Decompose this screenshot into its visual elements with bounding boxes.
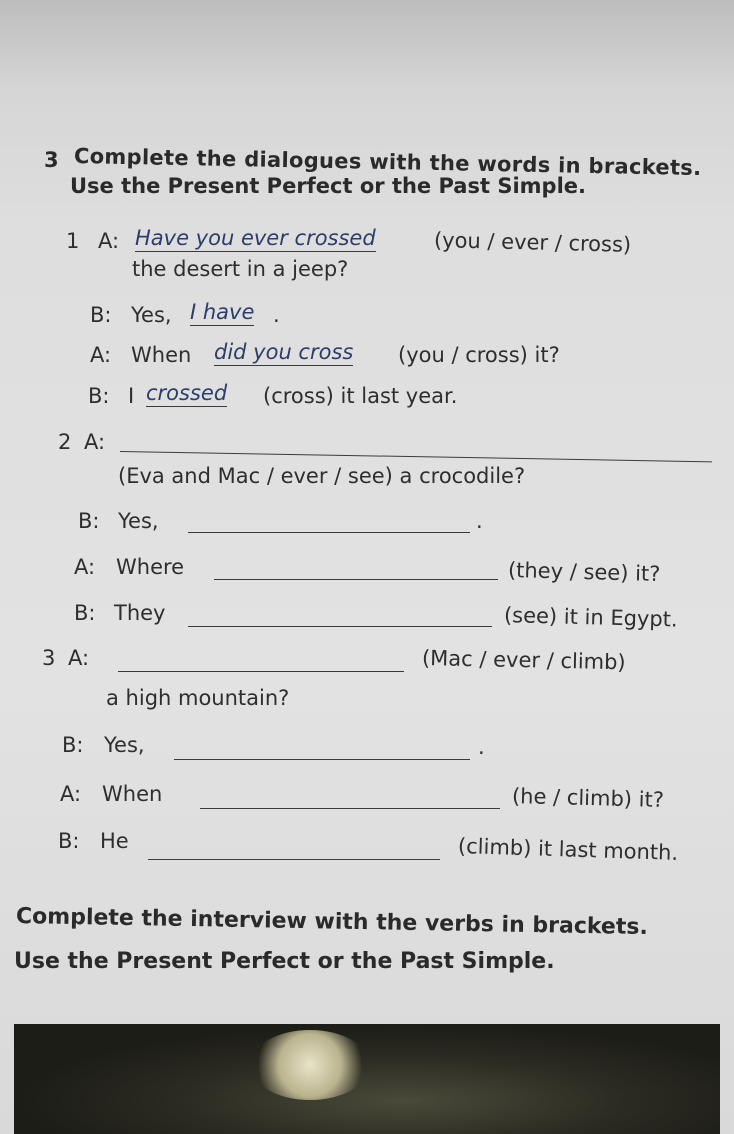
dialogue3-when: When <box>102 782 163 806</box>
dialogue1-continuation: the desert in a jeep? <box>132 257 349 281</box>
dialogue2-blank-4 <box>188 626 492 627</box>
dialogue1-answer-2: I have <box>190 300 255 324</box>
dialogue2-speaker-a2: A: <box>74 555 96 579</box>
dialogue1-yes: Yes, <box>131 303 172 327</box>
dialogue1-speaker-b2: B: <box>88 384 110 408</box>
dialogue1-when: When <box>131 343 192 367</box>
dialogue2-speaker: A: <box>84 430 106 454</box>
exercise3-instruction-2: Use the Present Perfect or the Past Simple. <box>70 174 586 198</box>
dialogue3-yes: Yes, <box>104 733 145 757</box>
exercise-number: 3 <box>44 148 59 172</box>
dialogue1-speaker: A: <box>98 229 120 253</box>
dialogue1-prompt-1: (you / ever / cross) <box>433 228 632 257</box>
dialogue2-speaker-b: B: <box>78 509 100 533</box>
dialogue2-blank-2 <box>188 532 470 533</box>
dialogue1-number: 1 <box>66 229 80 253</box>
dialogue3-blank-2 <box>174 759 470 760</box>
dialogue3-blank-3 <box>200 808 500 809</box>
interview-photo <box>14 1024 720 1134</box>
dialogue1-answer-3: did you cross <box>214 340 354 364</box>
dialogue3-speaker-b2: B: <box>58 829 80 853</box>
dialogue2-speaker-b2: B: <box>74 601 96 625</box>
exercise3-instruction-1: Complete the dialogues with the words in brackets. <box>73 144 702 181</box>
photo-highlight <box>250 1030 370 1100</box>
dialogue3-prompt-4: (climb) it last month. <box>457 834 679 865</box>
dialogue1-answer-1: Have you ever crossed <box>135 226 376 250</box>
dialogue3-speaker-b: B: <box>62 733 84 757</box>
dialogue3-blank-1 <box>118 671 404 672</box>
dialogue1-i: I <box>128 384 135 408</box>
dialogue2-number: 2 <box>58 430 72 454</box>
dialogue3-prompt-3: (he / climb) it? <box>511 784 665 812</box>
dialogue2-prompt-3: (they / see) it? <box>507 558 661 586</box>
dialogue2-prompt-4: (see) it in Egypt. <box>503 603 678 632</box>
dialogue1-speaker-b: B: <box>90 303 112 327</box>
dialogue3-prompt-1: (Mac / ever / climb) <box>421 646 626 675</box>
dialogue2-yes: Yes, <box>118 509 159 533</box>
dialogue2-they: They <box>114 601 166 625</box>
dialogue1-prompt-3: (you / cross) it? <box>398 343 560 367</box>
dialogue3-number: 3 <box>42 646 56 670</box>
dialogue2-blank-1 <box>120 451 712 462</box>
dialogue2-where: Where <box>116 555 185 579</box>
dialogue2-blank-3 <box>214 579 498 580</box>
dialogue3-blank-4 <box>148 859 440 860</box>
dialogue2-prompt-1: (Eva and Mac / ever / see) a crocodile? <box>118 464 526 488</box>
dialogue1-prompt-4: (cross) it last year. <box>263 384 458 408</box>
dialogue3-period: . <box>478 735 485 759</box>
dialogue1-answer-4: crossed <box>146 381 228 405</box>
dialogue1-speaker-a2: A: <box>90 343 112 367</box>
dialogue3-continuation: a high mountain? <box>106 686 290 710</box>
dialogue2-period: . <box>476 509 483 533</box>
dialogue3-speaker-a2: A: <box>60 782 82 806</box>
exercise4-instruction-2: Use the Present Perfect or the Past Simple. <box>14 949 555 974</box>
dialogue1-period: . <box>273 303 280 327</box>
dialogue3-speaker: A: <box>68 646 90 670</box>
dialogue3-he: He <box>100 829 129 853</box>
exercise4-instruction-1: Complete the interview with the verbs in brackets. <box>15 904 649 941</box>
